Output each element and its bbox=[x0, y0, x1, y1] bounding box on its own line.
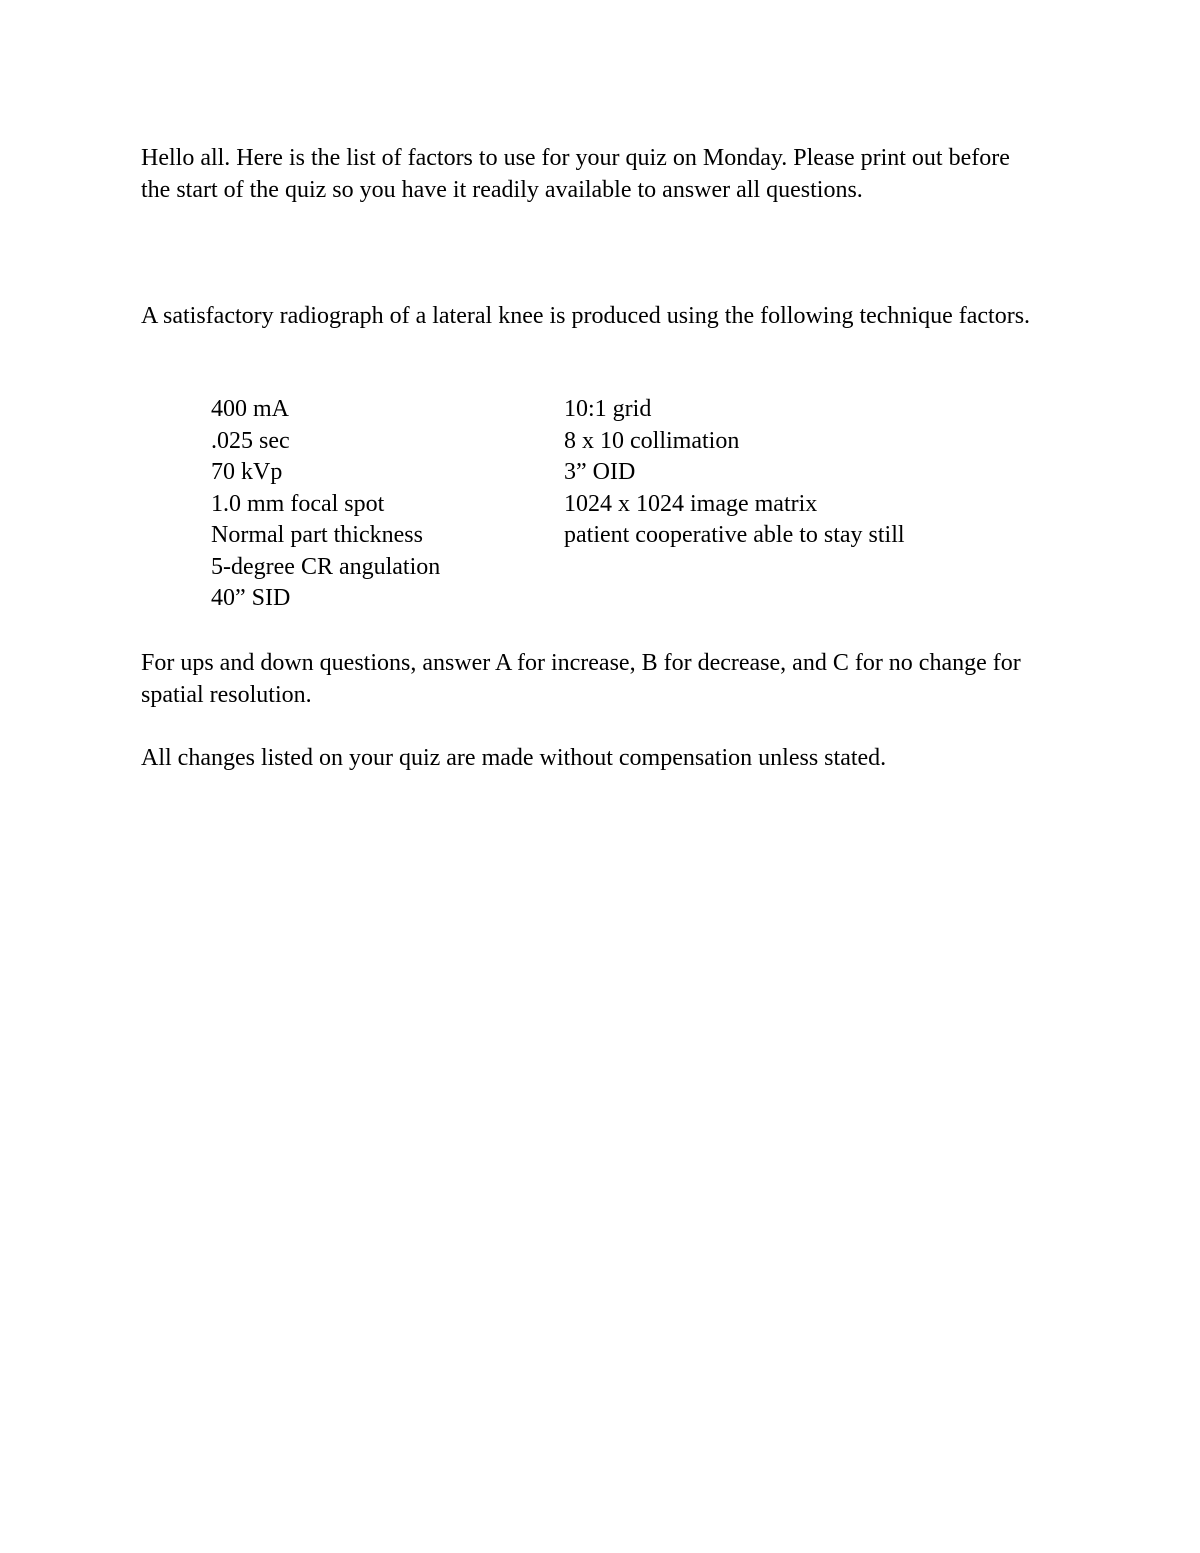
factors-left-column bbox=[211, 394, 551, 615]
ups-downs-instructions: For ups and down questions, answer A for increase, B for decrease, and C for no change for spatial resolution. bbox=[141, 650, 1021, 708]
factor-item: Normal part thickness bbox=[211, 522, 423, 548]
factor-item: .025 sec bbox=[211, 427, 290, 454]
factor-item: 1024 x 1024 image matrix bbox=[564, 490, 818, 517]
factor-item: 40” SID bbox=[211, 585, 291, 611]
factor-item: 70 kVp bbox=[211, 459, 283, 485]
factor-item: 5-degree CR angulation bbox=[211, 553, 441, 580]
factor-item: 8 x 10 collimation bbox=[564, 427, 740, 454]
compensation-note: All changes listed on your quiz are made without compensation unless stated. bbox=[141, 745, 887, 771]
technique-lead-paragraph: A satisfactory radiograph of a lateral knee is produced using the following technique factors. bbox=[141, 303, 1031, 329]
factor-item: 10:1 grid bbox=[564, 396, 652, 422]
factor-item: 3” OID bbox=[564, 459, 636, 485]
factor-item: patient cooperative able to stay still bbox=[564, 522, 905, 548]
factor-item: 400 mA bbox=[211, 396, 289, 422]
intro-paragraph: Hello all. Here is the list of factors to use for your quiz on Monday. Please print out before the start of the quiz so you have it readily available to answer all questions. bbox=[141, 145, 1010, 203]
factors-right-column bbox=[564, 394, 1024, 552]
factor-item: 1.0 mm focal spot bbox=[211, 490, 385, 517]
